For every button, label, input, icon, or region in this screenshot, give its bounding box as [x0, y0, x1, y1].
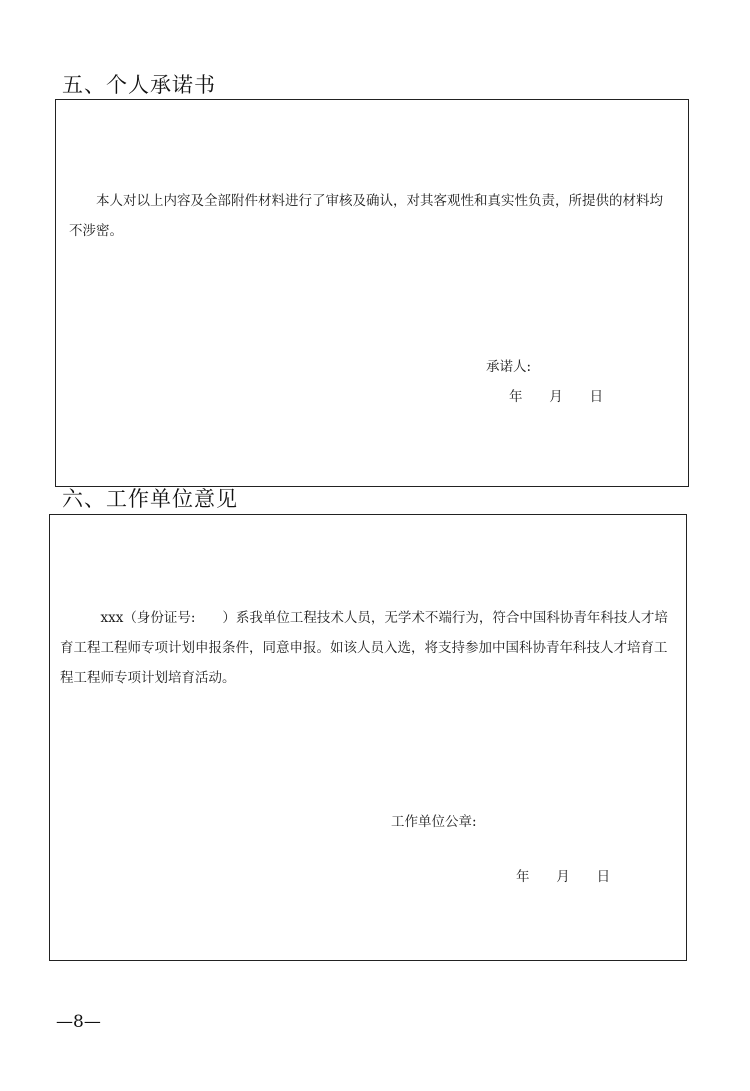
seal-label: 工作单位公章: — [391, 814, 477, 830]
commitment-date — [509, 385, 603, 405]
date-month: 月 — [549, 389, 563, 405]
section5-title: 五、个人承诺书 — [62, 73, 216, 97]
date-year: 年 — [516, 869, 530, 885]
date-year: 年 — [509, 389, 523, 405]
date-day: 日 — [596, 869, 611, 885]
employer-opinion-box — [49, 514, 687, 961]
commitment-box — [55, 99, 689, 487]
date-month: 月 — [556, 869, 570, 885]
page-number: —8— — [56, 1012, 101, 1032]
section6-title: 六、工作单位意见 — [62, 487, 238, 511]
date-day: 日 — [589, 389, 604, 405]
commitment-text: 本人对以上内容及全部附件材料进行了审核及确认，对其客观性和真实性负责，所提供的材料均不涉密。 — [69, 193, 663, 239]
employer-date — [516, 865, 610, 885]
signer-label: 承诺人: — [486, 359, 532, 375]
employer-opinion-text: xxx（身份证号: ）系我单位工程技术人员，无学术不端行为，符合中国科协青年科技人才培育工程工程师专项计划申报条件，同意申报。如该人员入选，将支持参加中国科协青年科技人才培育工程工程师专项计划培育活动。 — [60, 610, 668, 686]
